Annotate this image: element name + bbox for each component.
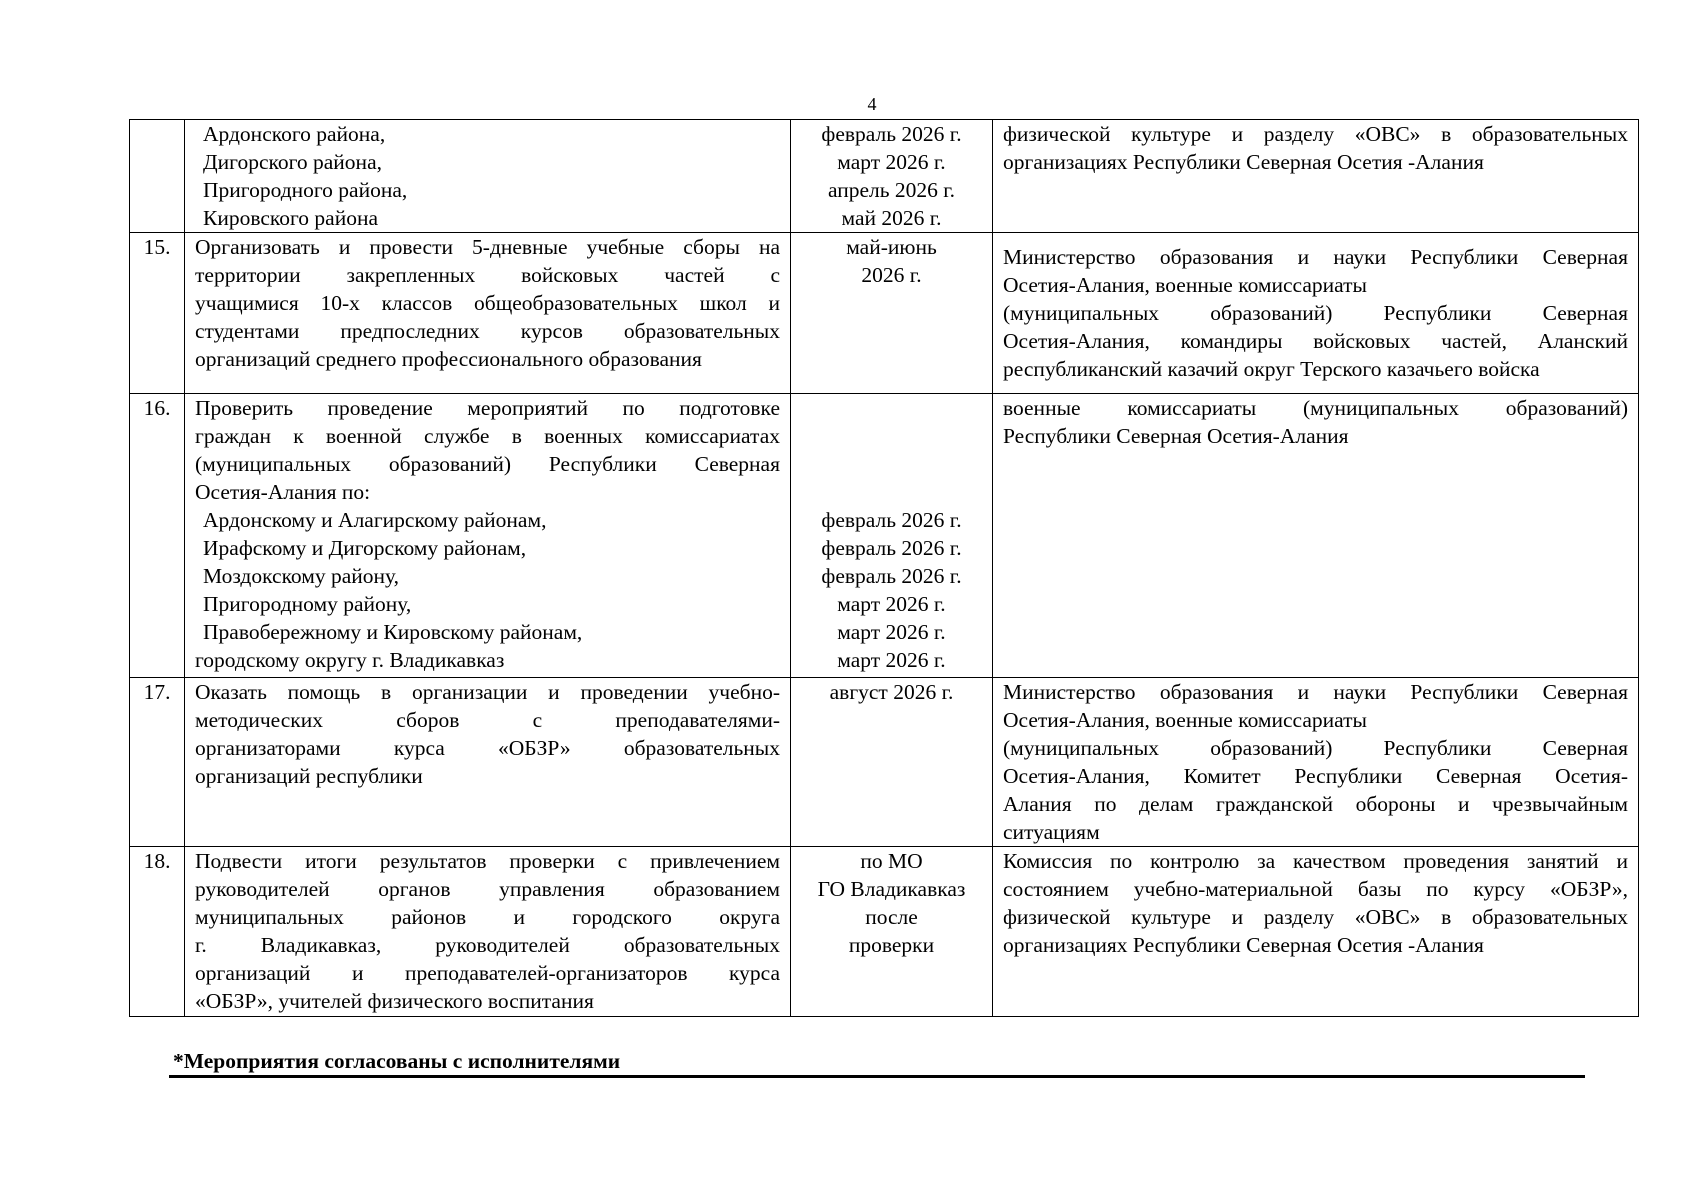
date-line: по МО bbox=[860, 849, 923, 873]
task-line: руководителей органов управления образованием bbox=[195, 877, 780, 901]
task-line: Подвести итоги результатов проверки с привлечением bbox=[195, 849, 780, 873]
task-line: методических сборов с преподавателями- bbox=[195, 708, 780, 732]
responsible-line: организациях Республики Северная Осетия -Алания bbox=[1003, 933, 1484, 957]
responsible-line: физической культуре и разделу «ОВС» в образовательных bbox=[1003, 905, 1628, 929]
task-line: Ардонского района, bbox=[203, 122, 386, 146]
task-line: Осетия-Алания по: bbox=[195, 480, 371, 504]
date-cell bbox=[791, 120, 993, 233]
table-row bbox=[130, 233, 1639, 394]
responsible-cell bbox=[993, 120, 1639, 233]
responsible-line: Осетия-Алания, Комитет Республики Северная Осетия- bbox=[1003, 764, 1628, 788]
responsible-line: Министерство образования и науки Республики Северная bbox=[1003, 680, 1628, 704]
responsible-line: Республики Северная Осетия-Алания bbox=[1003, 424, 1349, 448]
task-line: городскому округу г. Владикавказ bbox=[195, 648, 505, 672]
task-line: организаций республики bbox=[195, 764, 423, 788]
responsible-line: (муниципальных образований) Республики Северная bbox=[1003, 301, 1628, 325]
date-cell bbox=[791, 678, 993, 847]
table-row bbox=[130, 394, 1639, 678]
task-line: Кировского района bbox=[203, 206, 379, 230]
date-line: 2026 г. bbox=[861, 263, 922, 287]
footnote-underline bbox=[169, 1075, 1585, 1078]
row-number: 17. bbox=[130, 678, 185, 847]
date-cell bbox=[791, 394, 993, 678]
task-line: Пригородного района, bbox=[203, 178, 408, 202]
table-row bbox=[130, 678, 1639, 847]
date-line bbox=[795, 478, 988, 506]
date-line: март 2026 г. bbox=[837, 592, 946, 616]
date-line: март 2026 г. bbox=[837, 620, 946, 644]
task-line: г. Владикавказ, руководителей образовательных bbox=[195, 933, 780, 957]
date-line bbox=[795, 450, 988, 478]
task-line: Моздокскому району, bbox=[203, 564, 400, 588]
date-line bbox=[795, 394, 988, 422]
date-line: ГО Владикавказ bbox=[817, 877, 966, 901]
date-line: март 2026 г. bbox=[837, 150, 946, 174]
task-line: студентами предпоследних курсов образовательных bbox=[195, 319, 780, 343]
date-line: май 2026 г. bbox=[841, 206, 942, 230]
date-line: апрель 2026 г. bbox=[827, 178, 956, 202]
date-cell bbox=[791, 847, 993, 1017]
task-line: (муниципальных образований) Республики Северная bbox=[195, 452, 780, 476]
responsible-line: состоянием учебно-материальной базы по курсу «ОБЗР», bbox=[1003, 877, 1628, 901]
responsible-line: военные комиссариаты (муниципальных образований) bbox=[1003, 396, 1628, 420]
task-line: организаций среднего профессионального образования bbox=[195, 347, 702, 371]
task-cell bbox=[185, 678, 791, 847]
task-line: Проверить проведение мероприятий по подготовке bbox=[195, 396, 780, 420]
task-line: Ардонскому и Алагирскому районам, bbox=[203, 508, 547, 532]
responsible-cell bbox=[993, 847, 1639, 1017]
task-line: Правобережному и Кировскому районам, bbox=[203, 620, 583, 644]
responsible-line: организациях Республики Северная Осетия -Алания bbox=[1003, 150, 1484, 174]
task-line: территории закрепленных войсковых частей с bbox=[195, 263, 780, 287]
date-cell bbox=[791, 233, 993, 394]
task-line: Оказать помощь в организации и проведении учебно- bbox=[195, 680, 780, 704]
responsible-line: (муниципальных образований) Республики Северная bbox=[1003, 736, 1628, 760]
date-line: февраль 2026 г. bbox=[821, 122, 962, 146]
responsible-line: Осетия-Алания, военные комиссариаты bbox=[1003, 273, 1367, 297]
responsible-cell bbox=[993, 394, 1639, 678]
task-line: организаций и преподавателей-организаторов курса bbox=[195, 961, 780, 985]
footnote: *Мероприятия согласованы с исполнителями bbox=[173, 1049, 621, 1073]
task-cell bbox=[185, 120, 791, 233]
task-line: «ОБЗР», учителей физического воспитания bbox=[195, 989, 594, 1013]
task-cell bbox=[185, 847, 791, 1017]
task-line: Дигорского района, bbox=[203, 150, 382, 174]
table-row bbox=[130, 120, 1639, 233]
task-line: граждан к военной службе в военных комиссариатах bbox=[195, 424, 780, 448]
date-line: февраль 2026 г. bbox=[821, 536, 962, 560]
date-line: февраль 2026 г. bbox=[821, 564, 962, 588]
date-line: март 2026 г. bbox=[837, 648, 946, 672]
task-line: Пригородному району, bbox=[203, 592, 412, 616]
responsible-line: Алания по делам гражданской обороны и чрезвычайным bbox=[1003, 792, 1628, 816]
row-number bbox=[130, 120, 185, 233]
responsible-cell bbox=[993, 233, 1639, 394]
task-line: организаторами курса «ОБЗР» образовательных bbox=[195, 736, 780, 760]
responsible-line: физической культуре и разделу «ОВС» в образовательных bbox=[1003, 122, 1628, 146]
page-number: 4 bbox=[867, 94, 877, 114]
date-line: после bbox=[865, 905, 918, 929]
date-line: февраль 2026 г. bbox=[821, 508, 962, 532]
task-line: Организовать и провести 5-дневные учебные сборы на bbox=[195, 235, 780, 259]
responsible-line: республиканский казачий округ Терского казачьего войска bbox=[1003, 357, 1540, 381]
date-line bbox=[795, 422, 988, 450]
row-number: 16. bbox=[130, 394, 185, 678]
task-line: Ирафскому и Дигорскому районам, bbox=[203, 536, 527, 560]
responsible-cell bbox=[993, 678, 1639, 847]
date-line: проверки bbox=[848, 933, 935, 957]
date-line: август 2026 г. bbox=[829, 680, 954, 704]
row-number: 15. bbox=[130, 233, 185, 394]
responsible-line: ситуациям bbox=[1003, 820, 1100, 844]
responsible-line: Осетия-Алания, командиры войсковых частей, Аланский bbox=[1003, 329, 1628, 353]
responsible-line: Осетия-Алания, военные комиссариаты bbox=[1003, 708, 1367, 732]
task-line: учащимися 10-х классов общеобразовательных школ и bbox=[195, 291, 780, 315]
task-cell bbox=[185, 233, 791, 394]
table-row bbox=[130, 847, 1639, 1017]
task-cell bbox=[185, 394, 791, 678]
responsible-line: Комиссия по контролю за качеством проведения занятий и bbox=[1003, 849, 1628, 873]
plan-table bbox=[129, 119, 1639, 1017]
date-line: май-июнь bbox=[846, 235, 937, 259]
responsible-line: Министерство образования и науки Республики Северная bbox=[1003, 245, 1628, 269]
row-number: 18. bbox=[130, 847, 185, 1017]
task-line: муниципальных районов и городского округа bbox=[195, 905, 780, 929]
